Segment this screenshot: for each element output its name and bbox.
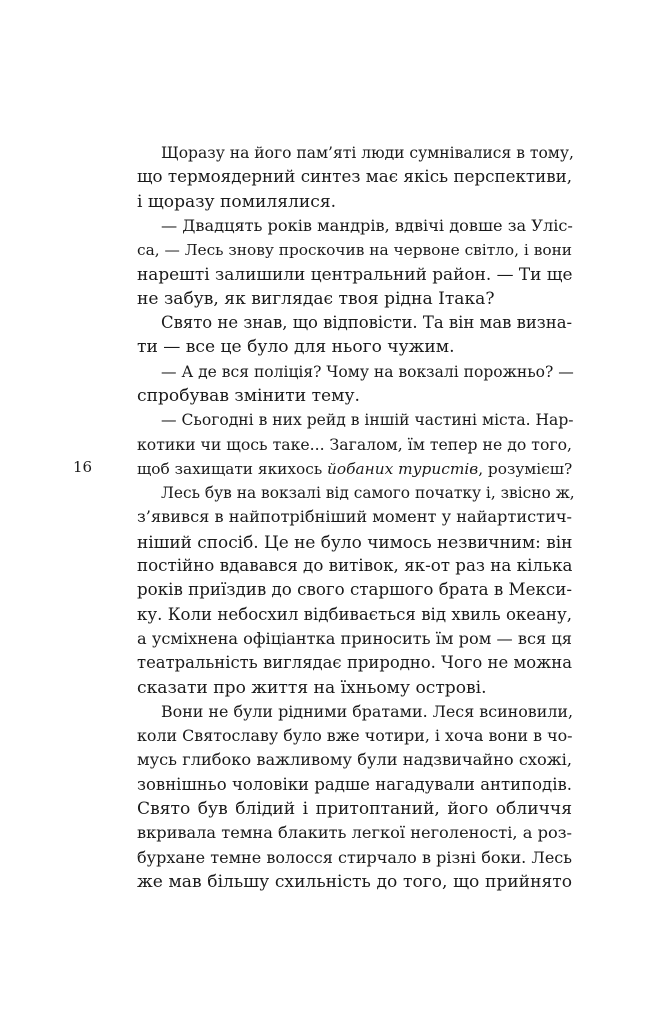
- text-line-content: ку. Коли небосхил відбивається від хвиль океану,: [137, 604, 572, 624]
- text-line-content: са, — Лесь знову проскочив на червоне світло, і вони: [137, 241, 572, 260]
- text-line: [137, 627, 572, 651]
- text-line-content: і щоразу помилялися.: [137, 191, 337, 212]
- text-line: [137, 724, 572, 748]
- text-line-content: Лесь був на вокзалі від самого початку і, звісно ж,: [161, 484, 575, 503]
- text-line-content: котики чи щось таке... Загалом, їм тепер не до того,: [137, 434, 572, 454]
- page-number: 16: [73, 458, 93, 476]
- text-line-content: ти — все це було для нього чужим.: [137, 337, 455, 358]
- text-line-content: не забув, як виглядає твоя рідна Ітака?: [137, 288, 495, 309]
- text-line-content: театральність виглядає природно. Чого не можна: [137, 653, 572, 673]
- text-line: [137, 335, 572, 359]
- text-line: [137, 190, 572, 214]
- text-line: [137, 165, 572, 189]
- text-line: [137, 141, 572, 165]
- text-line-content: постійно вдавався до витівок, як-от раз на кілька: [137, 556, 573, 576]
- text-line-content: Вони не були рідними братами. Леся всиновили,: [161, 701, 574, 721]
- text-line-italic: йобаних туристів: [327, 459, 479, 478]
- text-line: [137, 554, 572, 578]
- text-line: [137, 214, 572, 238]
- text-line: [137, 578, 572, 602]
- text-line: [137, 530, 572, 554]
- text-line-content: мусь глибоко важливому були надзвичайно схожі,: [137, 750, 572, 770]
- text-line: [137, 457, 572, 481]
- text-line-content: коли Святославу було вже чотири, і хоча вони в чо-: [137, 726, 573, 746]
- text-line: [137, 238, 572, 262]
- text-line: [137, 311, 572, 335]
- text-line-content: Свято не знав, що відповісти. Та він мав визна-: [161, 313, 573, 333]
- text-line-content: вкривала темна блакить легкої неголеності, а роз-: [137, 823, 572, 843]
- text-line: [137, 603, 572, 627]
- text-line: [137, 360, 572, 384]
- text-line: [137, 821, 572, 845]
- text-line-tail: , розумієш?: [478, 459, 573, 478]
- text-line-content: Свято був блідий і притоптаний, його обличчя: [137, 799, 572, 820]
- text-line-content: бурхане темне волосся стирчало в різні боки. Лесь: [137, 847, 572, 867]
- text-line: [137, 384, 572, 408]
- text-line: [137, 870, 572, 894]
- text-line: [137, 797, 572, 821]
- text-line: [137, 651, 572, 675]
- text-line-content: років приїздив до свого старшого брата в Мекси-: [137, 580, 572, 600]
- text-line-content: — Сьогодні в них рейд в іншій частині міста. Нар-: [161, 411, 574, 430]
- text-line-content: же мав більшу схильність до того, що прийнято: [137, 871, 572, 892]
- text-line: [137, 773, 572, 797]
- text-line-content: зовнішньо чоловіки радше нагадували антиподів.: [137, 774, 572, 794]
- text-line: [137, 700, 572, 724]
- text-line: [137, 433, 572, 457]
- text-line: [137, 481, 575, 505]
- text-line: [137, 748, 572, 772]
- text-line-content: щоб захищати якихось: [137, 459, 328, 478]
- text-line-content: нарешті залишили центральний район. — Ти ще: [137, 264, 573, 285]
- text-line-content: що термоядерний синтез має якісь перспективи,: [137, 167, 572, 187]
- text-line: [137, 287, 572, 311]
- body-text: [137, 141, 575, 894]
- text-line: [137, 505, 572, 529]
- text-line-content: — Двадцять років мандрів, вдвічі довше за Уліс-: [161, 215, 573, 235]
- text-line-content: а усміхнена офіціантка приносить їм ром — вся ця: [137, 628, 572, 648]
- text-line-content: ніший спосіб. Це не було чимось незвичним: він: [137, 531, 573, 552]
- text-line-content: спробував змінити тему.: [137, 385, 360, 406]
- text-line-content: Щоразу на його пам’яті люди сумнівалися в тому,: [161, 144, 574, 162]
- text-line-content: сказати про життя на їхньому острові.: [137, 677, 487, 698]
- text-line: [137, 262, 572, 286]
- text-line: [137, 408, 572, 432]
- text-line-content: з’явився в найпотрібніший момент у найартистич-: [137, 507, 572, 527]
- text-line: [137, 846, 572, 870]
- text-line-content: — А де вся поліція? Чому на вокзалі порожньо? —: [161, 362, 574, 381]
- text-line: [137, 676, 572, 700]
